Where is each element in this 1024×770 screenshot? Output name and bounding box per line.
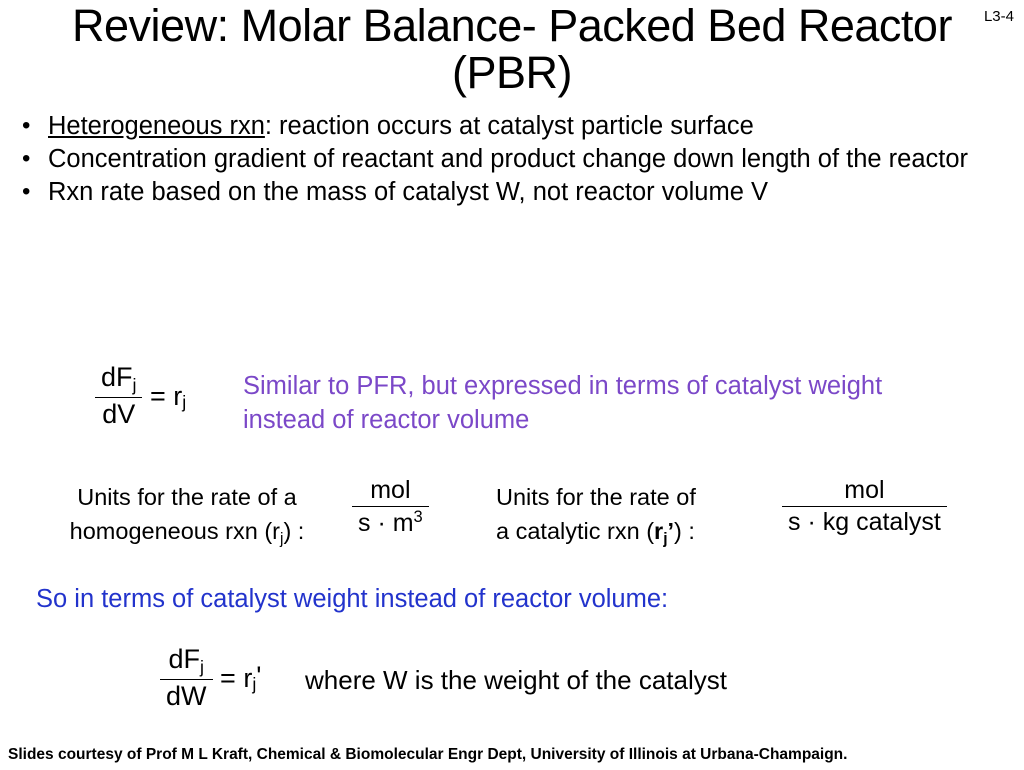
fraction-denominator: dV — [102, 398, 136, 429]
equation-dfj-dv — [95, 362, 186, 430]
bullet-text: : reaction occurs at catalyst particle surface — [264, 111, 754, 140]
fraction — [352, 476, 429, 538]
units-homogeneous-fraction — [352, 476, 429, 538]
units-left-line2 — [22, 514, 352, 551]
fraction-numerator: mol — [352, 476, 429, 507]
equation-dfj-dw — [160, 644, 261, 712]
numerator-subscript: j — [200, 656, 204, 677]
list-item — [14, 111, 1010, 142]
numerator-text: dF — [168, 644, 201, 674]
fraction-denominator — [352, 507, 429, 538]
fraction-denominator: s · kg catalyst — [788, 508, 941, 536]
bullet-list — [0, 111, 1024, 208]
units-right-prime: ’ — [667, 518, 675, 545]
denominator-text: s · m — [358, 509, 414, 538]
footer-credit: Slides courtesy of Prof M L Kraft, Chemical & Biomolecular Engr Dept, University of Illinois at Urbana-Champaign. — [8, 746, 848, 763]
fraction-denominator: dW — [166, 680, 207, 711]
list-item — [14, 177, 1010, 208]
numerator-subscript: j — [132, 374, 137, 395]
fraction — [95, 362, 142, 430]
rhs-prime: ' — [256, 661, 262, 692]
slide-canvas — [0, 2, 1024, 770]
units-left-line2-end: ) : — [283, 518, 305, 545]
units-left-line2-text: homogeneous rxn (r — [69, 518, 280, 545]
equals-sign: = — [220, 662, 236, 693]
slide-number: L3-4 — [983, 8, 1014, 25]
equation2-caption: where W is the weight of the catalyst — [305, 665, 727, 695]
rhs-subscript: j — [182, 392, 187, 413]
rhs-symbol: r — [243, 662, 253, 693]
units-right-bold-subscript: j — [663, 530, 668, 548]
fraction-numerator — [95, 362, 142, 398]
list-item — [14, 144, 1010, 175]
rhs-subscript: j — [252, 674, 257, 695]
units-right-line1: Units for the rate of — [496, 484, 696, 510]
units-catalytic-label — [496, 480, 786, 551]
bullet-text: Concentration gradient of reactant and product change down length of the reactor — [48, 144, 969, 173]
units-left-line1: Units for the rate of a — [77, 484, 297, 510]
fraction — [160, 644, 213, 712]
equals-sign: = — [150, 380, 166, 411]
blue-statement: So in terms of catalyst weight instead of reactor volume: — [36, 585, 669, 613]
denominator-superscript: 3 — [413, 508, 423, 526]
units-right-bold-symbol: r — [654, 518, 664, 545]
units-homogeneous-label — [22, 480, 352, 551]
fraction-numerator — [160, 644, 213, 680]
numerator-text: dF — [101, 362, 133, 392]
units-left-subscript: j — [279, 530, 284, 548]
fraction-numerator: mol — [782, 476, 947, 507]
units-catalytic-fraction — [782, 476, 947, 537]
units-right-line2-end: ) : — [674, 518, 695, 545]
fraction — [782, 476, 947, 537]
units-right-line2 — [496, 514, 786, 551]
page-title: Review: Molar Balance- Packed Bed Reactor (PBR) — [72, 0, 952, 99]
bullet-text: Rxn rate based on the mass of catalyst W, not reactor volume V — [48, 177, 769, 206]
units-right-line2-text: a catalytic rxn ( — [496, 518, 655, 545]
note-purple: Similar to PFR, but expressed in terms of catalyst weight instead of reactor volume — [243, 372, 883, 434]
bullet-underlined-term: Heterogeneous rxn — [48, 111, 265, 140]
rhs-symbol: r — [173, 380, 183, 411]
